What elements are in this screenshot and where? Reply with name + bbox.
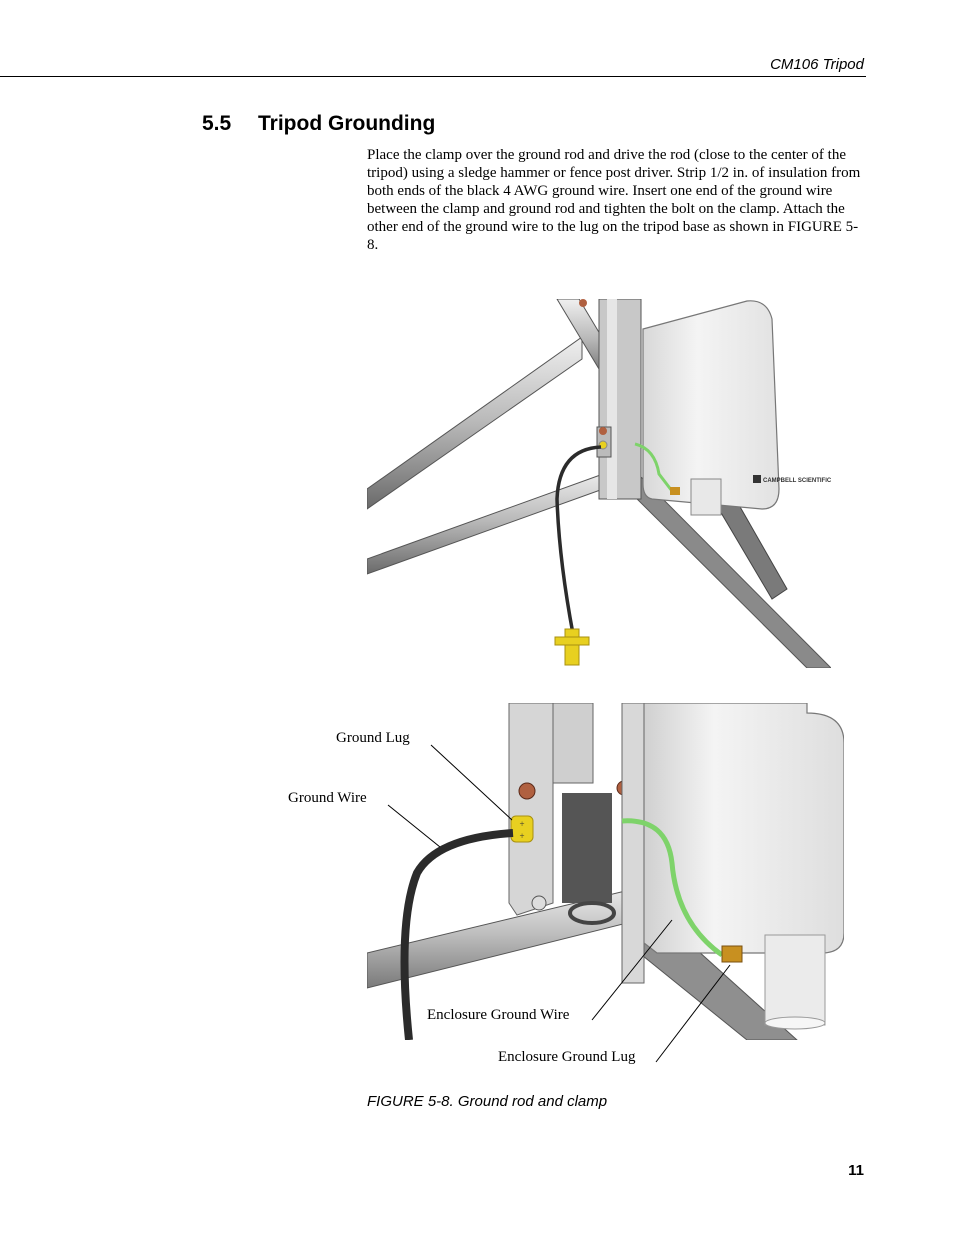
mast xyxy=(599,299,641,499)
enclosure-conduit xyxy=(691,479,721,515)
callout-ground-lug: Ground Lug xyxy=(336,730,410,746)
callout-enclosure-ground-lug: Enclosure Ground Lug xyxy=(498,1049,636,1065)
bolt-icon xyxy=(519,783,535,799)
logo-text: CAMPBELL SCIENTIFIC xyxy=(763,478,831,484)
closeup-figure xyxy=(367,703,844,1040)
section-title: Tripod Grounding xyxy=(258,112,436,135)
tripod-figure xyxy=(367,299,831,668)
header-title: CM106 Tripod xyxy=(770,56,864,73)
bolt-icon xyxy=(599,427,607,435)
callout-enclosure-ground-wire: Enclosure Ground Wire xyxy=(427,1007,570,1023)
enclosure-ground-lug xyxy=(670,487,680,495)
enclosure-conduit xyxy=(765,935,825,1025)
section-number: 5.5 xyxy=(202,112,232,135)
mast xyxy=(553,703,593,783)
bolt-icon xyxy=(532,896,546,910)
enclosure-ground-lug xyxy=(722,946,742,962)
bolt-icon xyxy=(579,299,587,307)
header-rule xyxy=(0,76,866,77)
page-number: 11 xyxy=(848,1162,864,1179)
figure-caption: FIGURE 5-8. Ground rod and clamp xyxy=(367,1093,608,1110)
enclosure xyxy=(644,703,844,953)
mast-channel xyxy=(622,703,644,983)
body-paragraph: Place the clamp over the ground rod and drive the rod (close to the center of the tripod) using a sledge hammer or fence post driver. Strip 1/2 in. of insulation from both ends of the black 4 AWG ground wire. Insert one end of the ground wire between the clamp and ground rod and tighten the bolt on the clamp. Attach the other end of the ground wire to the lug on the tripod base as shown in FIGURE 5-8. xyxy=(367,147,861,253)
lug-screw-icon: + xyxy=(519,831,525,841)
mast-bracket xyxy=(509,703,553,915)
callout-ground-wire: Ground Wire xyxy=(288,790,367,806)
section-heading xyxy=(202,112,435,136)
lug-screw-icon: + xyxy=(519,819,525,829)
